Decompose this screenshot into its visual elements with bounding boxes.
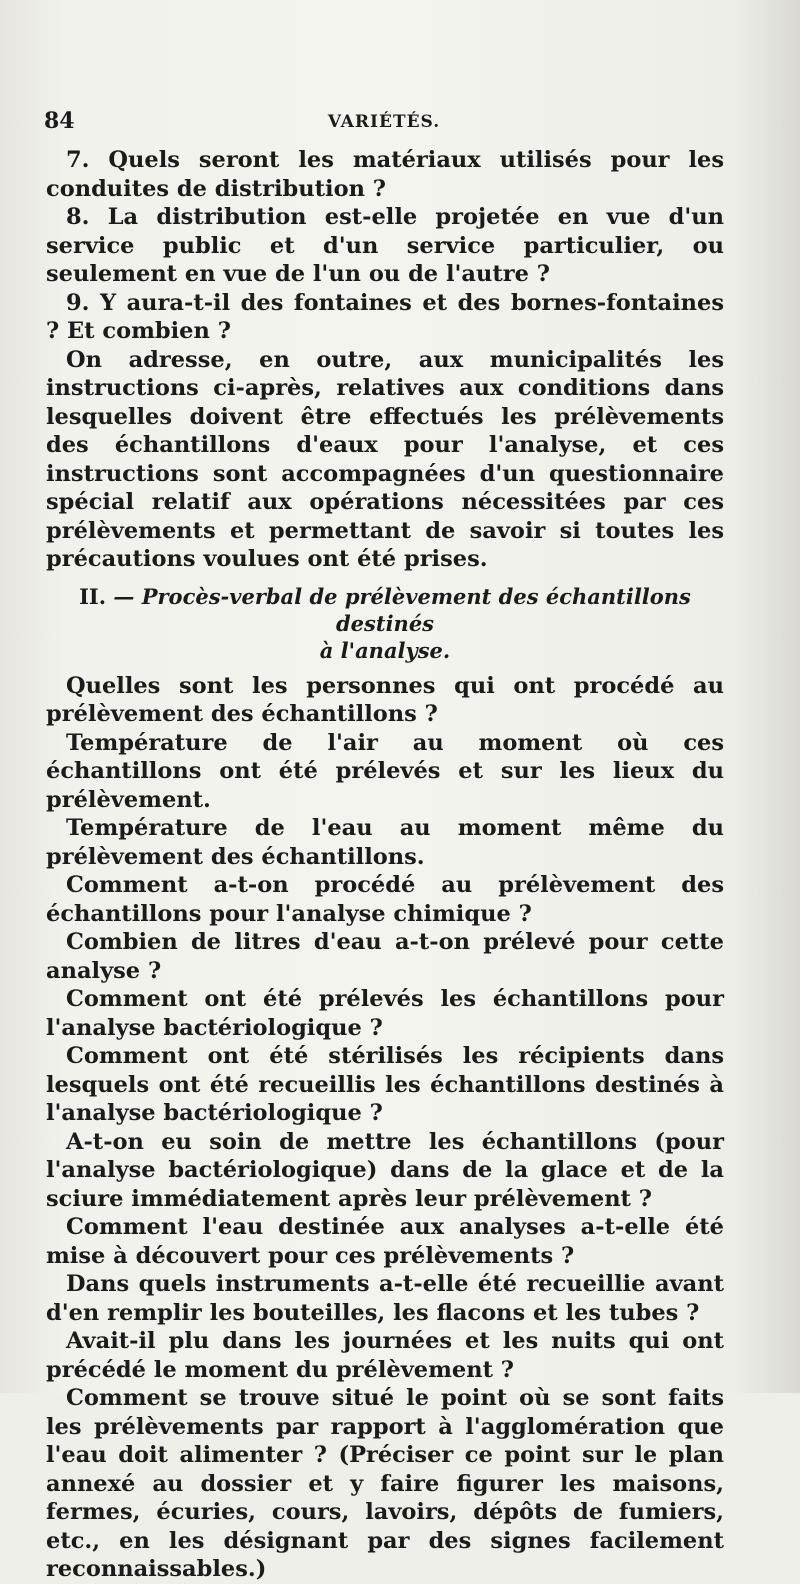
question-paragraph: Dans quels instruments a-t-elle été recueillie avant d'en remplir les bouteilles, les flacons et les tubes ?	[46, 1271, 724, 1326]
section-heading	[46, 583, 724, 664]
section-number: II.	[79, 583, 107, 609]
page-body	[46, 146, 724, 1584]
running-head: VARIÉTÉS.	[327, 112, 441, 132]
paragraph-instructions: On adresse, en outre, aux municipalités les instructions ci-après, relatives aux conditions dans lesquelles doivent être effectués les prélèvements des échantillons d'eaux pour l'analyse, et ces instructions sont accompagnées d'un questionnaire spécial relatif aux opérations nécessitées par ces prélèvements et permettant de savoir si toutes les précautions voulues ont été prises.	[46, 346, 724, 572]
question-paragraph: Comment ont été prélevés les échantillons pour l'analyse bactériologique ?	[46, 986, 724, 1041]
section-title-line1: Procès-verbal de prélèvement des échantillons destinés	[141, 583, 691, 636]
question-paragraph: A-t-on eu soin de mettre les échantillons (pour l'analyse bactériologique) dans de la glace et de la sciure immédiatement après leur prélèvement ?	[46, 1128, 724, 1212]
paragraph-question-9: 9. Y aura-t-il des fontaines et des bornes-fontaines ? Et combien ?	[46, 289, 724, 344]
question-paragraph: Température de l'air au moment où ces échantillons ont été prélevés et sur les lieux du prélèvement.	[46, 729, 724, 813]
page-header	[44, 108, 724, 138]
question-paragraph: Avait-il plu dans les journées et les nuits qui ont précédé le moment du prélèvement ?	[46, 1328, 724, 1383]
question-paragraph: Comment a-t-on procédé au prélèvement des échantillons pour l'analyse chimique ?	[46, 872, 724, 927]
paragraph-question-8: 8. La distribution est-elle projetée en vue d'un service public et d'un service particulier, ou seulement en vue de l'un ou de l'autre ?	[46, 204, 724, 287]
section-dash: —	[113, 583, 135, 609]
question-paragraph: Comment l'eau destinée aux analyses a-t-elle été mise à découvert pour ces prélèvements ?	[46, 1214, 724, 1269]
question-paragraph: Quelles sont les personnes qui ont procédé au prélèvement des échantillons ?	[46, 672, 724, 727]
paragraph-question-7: 7. Quels seront les matériaux utilisés pour les conduites de distribution ?	[46, 147, 724, 202]
question-paragraph: Combien de litres d'eau a-t-on prélevé pour cette analyse ?	[46, 929, 724, 984]
section-title-line2: à l'analyse.	[319, 637, 451, 663]
question-paragraph: Comment ont été stérilisés les récipients dans lesquels ont été recueillis les échantillons destinés à l'analyse bactériologique ?	[46, 1043, 724, 1126]
question-paragraph: Comment se trouve situé le point où se sont faits les prélèvements par rapport à l'agglomération que l'eau doit alimenter ? (Préciser ce point sur le plan annexé au dossier et y faire figurer les maisons, fermes, écuries, cours, lavoirs, dépôts de fumiers, etc., en les désignant par des signes facilement reconnaissables.)	[46, 1385, 724, 1582]
page-number: 84	[44, 108, 75, 134]
question-paragraph: Température de l'eau au moment même du prélèvement des échantillons.	[46, 815, 724, 870]
